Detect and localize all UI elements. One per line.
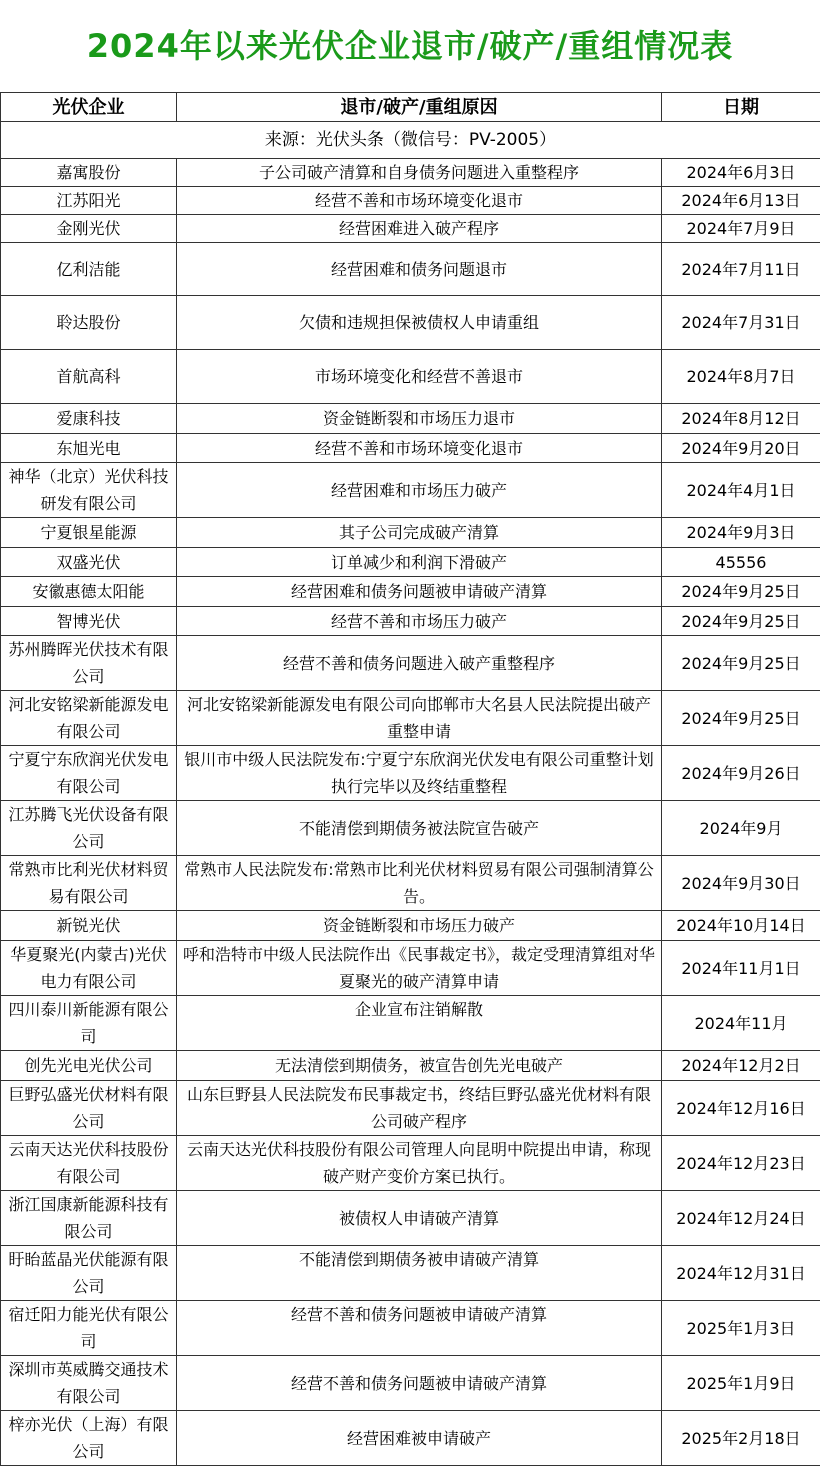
date-cell: 2024年9月25日 [662, 636, 820, 691]
reason-cell: 经营困难和债务问题退市 [177, 243, 662, 296]
table-row [1, 1191, 820, 1246]
reason-cell: 订单减少和利润下滑破产 [177, 548, 662, 577]
table-row [1, 746, 820, 801]
reason-cell: 无法清偿到期债务，被宣告创先光电破产 [177, 1051, 662, 1081]
table-row [1, 463, 820, 518]
reason-cell: 经营不善和债务问题被申请破产清算 [177, 1301, 662, 1356]
date-cell: 2024年10月14日 [662, 911, 820, 941]
company-cell: 嘉寓股份 [1, 159, 177, 187]
reason-cell: 经营不善和市场压力破产 [177, 607, 662, 636]
reason-cell: 不能清偿到期债务被法院宣告破产 [177, 801, 662, 856]
company-cell: 聆达股份 [1, 296, 177, 350]
reason-cell: 被债权人申请破产清算 [177, 1191, 662, 1246]
company-cell: 宁夏银星能源 [1, 518, 177, 548]
table-header-row [1, 93, 820, 122]
date-cell: 2024年12月16日 [662, 1081, 820, 1136]
reason-cell: 经营不善和市场环境变化退市 [177, 187, 662, 215]
company-cell: 巨野弘盛光伏材料有限公司 [1, 1081, 177, 1136]
date-cell: 2024年12月2日 [662, 1051, 820, 1081]
reason-cell: 经营困难被申请破产 [177, 1411, 662, 1466]
company-cell: 亿利洁能 [1, 243, 177, 296]
source-row [1, 122, 820, 159]
table-row [1, 996, 820, 1051]
reason-cell: 银川市中级人民法院发布:宁夏宁东欣润光伏发电有限公司重整计划执行完毕以及终结重整程 [177, 746, 662, 801]
table-row [1, 941, 820, 996]
company-cell: 河北安铭梁新能源发电有限公司 [1, 691, 177, 746]
table-row [1, 434, 820, 463]
company-cell: 宁夏宁东欣润光伏发电有限公司 [1, 746, 177, 801]
date-cell: 2024年12月23日 [662, 1136, 820, 1191]
table-row [1, 636, 820, 691]
company-cell: 常熟市比利光伏材料贸易有限公司 [1, 856, 177, 911]
date-cell: 2024年7月31日 [662, 296, 820, 350]
date-cell: 2024年9月25日 [662, 607, 820, 636]
table-row [1, 404, 820, 434]
company-cell: 神华（北京）光伏科技研发有限公司 [1, 463, 177, 518]
reason-cell: 呼和浩特市中级人民法院作出《民事裁定书》，裁定受理清算组对华夏聚光的破产清算申请 [177, 941, 662, 996]
company-cell: 浙江国康新能源科技有限公司 [1, 1191, 177, 1246]
date-cell: 2024年9月26日 [662, 746, 820, 801]
reason-cell: 经营不善和债务问题被申请破产清算 [177, 1356, 662, 1411]
date-cell: 2024年9月3日 [662, 518, 820, 548]
table-row [1, 215, 820, 243]
date-cell: 2024年9月 [662, 801, 820, 856]
company-cell: 首航高科 [1, 350, 177, 404]
date-cell: 2024年12月24日 [662, 1191, 820, 1246]
table-row [1, 801, 820, 856]
page-title: 2024年以来光伏企业退市/破产/重组情况表 [0, 0, 820, 92]
company-cell: 云南天达光伏科技股份有限公司 [1, 1136, 177, 1191]
reason-cell: 山东巨野县人民法院发布民事裁定书，终结巨野弘盛光优材料有限公司破产程序 [177, 1081, 662, 1136]
table-row [1, 1081, 820, 1136]
date-cell: 2024年11月 [662, 996, 820, 1051]
date-cell: 2024年6月3日 [662, 159, 820, 187]
table-row [1, 296, 820, 350]
reason-cell: 河北安铭梁新能源发电有限公司向邯郸市大名县人民法院提出破产重整申请 [177, 691, 662, 746]
reason-cell: 云南天达光伏科技股份有限公司管理人向昆明中院提出申请，称现破产财产变价方案已执行。 [177, 1136, 662, 1191]
reason-cell: 子公司破产清算和自身债务问题进入重整程序 [177, 159, 662, 187]
table-row [1, 159, 820, 187]
reason-cell: 经营困难和债务问题被申请破产清算 [177, 577, 662, 607]
company-cell: 四川泰川新能源有限公司 [1, 996, 177, 1051]
reason-cell: 经营困难和市场压力破产 [177, 463, 662, 518]
reason-cell: 企业宣布注销解散 [177, 996, 662, 1051]
table-row [1, 1356, 820, 1411]
company-cell: 宿迁阳力能光伏有限公司 [1, 1301, 177, 1356]
company-cell: 苏州腾晖光伏技术有限公司 [1, 636, 177, 691]
date-cell: 2024年8月7日 [662, 350, 820, 404]
date-cell: 45556 [662, 548, 820, 577]
table-row [1, 577, 820, 607]
date-cell: 2024年9月25日 [662, 691, 820, 746]
date-cell: 2025年1月3日 [662, 1301, 820, 1356]
company-table [0, 92, 820, 1466]
company-cell: 爱康科技 [1, 404, 177, 434]
reason-cell: 市场环境变化和经营不善退市 [177, 350, 662, 404]
date-cell: 2025年1月9日 [662, 1356, 820, 1411]
company-cell: 双盛光伏 [1, 548, 177, 577]
company-cell: 深圳市英威腾交通技术有限公司 [1, 1356, 177, 1411]
company-cell: 江苏阳光 [1, 187, 177, 215]
date-cell: 2024年9月30日 [662, 856, 820, 911]
reason-cell: 常熟市人民法院发布:常熟市比利光伏材料贸易有限公司强制清算公告。 [177, 856, 662, 911]
date-cell: 2024年12月31日 [662, 1246, 820, 1301]
company-cell: 金刚光伏 [1, 215, 177, 243]
date-cell: 2024年11月1日 [662, 941, 820, 996]
company-cell: 梓亦光伏（上海）有限公司 [1, 1411, 177, 1466]
company-cell: 盱眙蓝晶光伏能源有限公司 [1, 1246, 177, 1301]
date-cell: 2024年8月12日 [662, 404, 820, 434]
header-company: 光伏企业 [1, 93, 177, 122]
company-cell: 新锐光伏 [1, 911, 177, 941]
date-cell: 2025年2月18日 [662, 1411, 820, 1466]
date-cell: 2024年9月25日 [662, 577, 820, 607]
date-cell: 2024年6月13日 [662, 187, 820, 215]
table-row [1, 243, 820, 296]
header-reason: 退市/破产/重组原因 [177, 93, 662, 122]
table-row [1, 911, 820, 941]
table-row [1, 607, 820, 636]
company-cell: 华夏聚光(内蒙古)光伏电力有限公司 [1, 941, 177, 996]
reason-cell: 经营不善和市场环境变化退市 [177, 434, 662, 463]
company-cell: 智博光伏 [1, 607, 177, 636]
table-row [1, 350, 820, 404]
table-row [1, 1411, 820, 1466]
table-row [1, 1246, 820, 1301]
reason-cell: 不能清偿到期债务被申请破产清算 [177, 1246, 662, 1301]
date-cell: 2024年4月1日 [662, 463, 820, 518]
table-row [1, 856, 820, 911]
date-cell: 2024年9月20日 [662, 434, 820, 463]
company-cell: 安徽惠德太阳能 [1, 577, 177, 607]
source-note: 来源：光伏头条（微信号：PV-2005） [1, 122, 820, 159]
reason-cell: 其子公司完成破产清算 [177, 518, 662, 548]
table-row [1, 1136, 820, 1191]
table-row [1, 1051, 820, 1081]
date-cell: 2024年7月9日 [662, 215, 820, 243]
company-cell: 江苏腾飞光伏设备有限公司 [1, 801, 177, 856]
company-cell: 创先光电光伏公司 [1, 1051, 177, 1081]
table-row [1, 1301, 820, 1356]
reason-cell: 欠债和违规担保被债权人申请重组 [177, 296, 662, 350]
company-cell: 东旭光电 [1, 434, 177, 463]
date-cell: 2024年7月11日 [662, 243, 820, 296]
header-date: 日期 [662, 93, 820, 122]
table-row [1, 691, 820, 746]
reason-cell: 经营困难进入破产程序 [177, 215, 662, 243]
table-row [1, 187, 820, 215]
table-row [1, 548, 820, 577]
table-row [1, 518, 820, 548]
reason-cell: 资金链断裂和市场压力退市 [177, 404, 662, 434]
reason-cell: 经营不善和债务问题进入破产重整程序 [177, 636, 662, 691]
reason-cell: 资金链断裂和市场压力破产 [177, 911, 662, 941]
